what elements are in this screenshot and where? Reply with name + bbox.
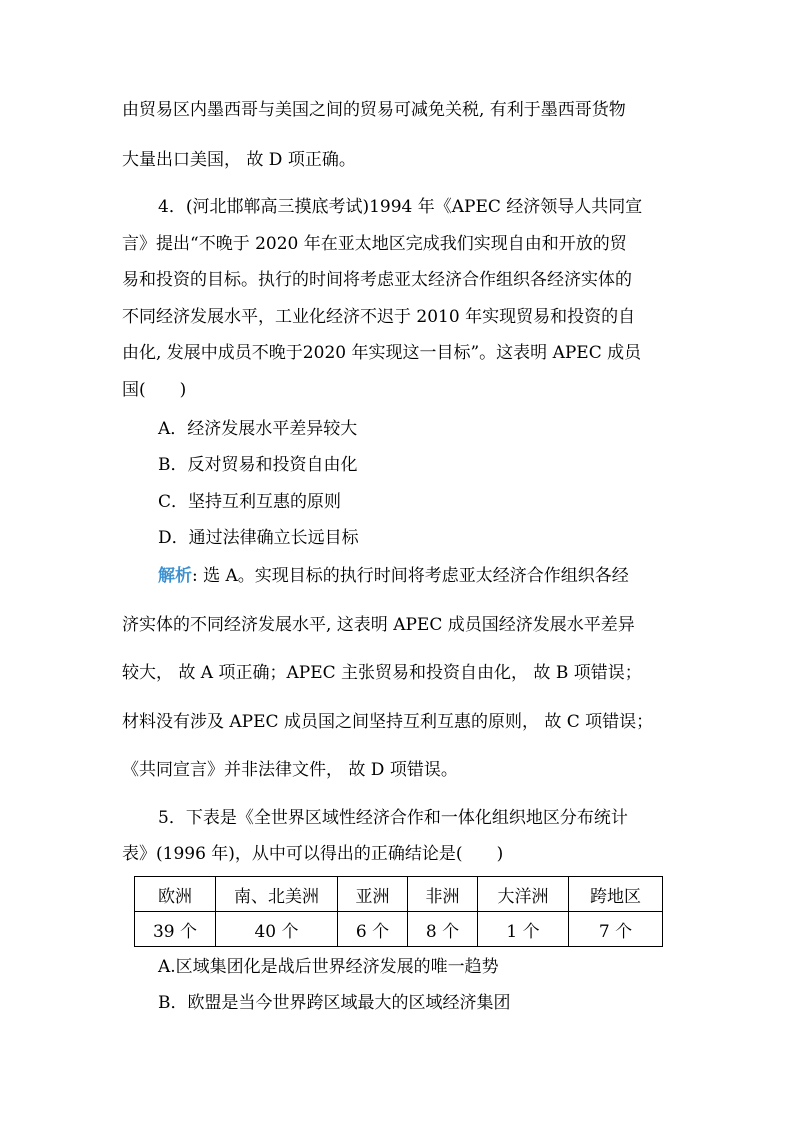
option-c: C．坚持互利互惠的原则: [158, 492, 342, 512]
analysis-text: : 选 A。实现目标的执行时间将考虑亚太经济合作组织各经: [192, 566, 629, 586]
option-a: A．经济发展水平差异较大: [158, 419, 358, 439]
table-header-cell: 非洲: [408, 877, 478, 912]
prev-answer-line: 由贸易区内墨西哥与美国之间的贸易可减免关税, 有利于墨西哥货物: [122, 100, 626, 120]
table-cell: 6 个: [338, 912, 408, 947]
prev-answer-line: 大量出口美国， 故 D 项正确。: [122, 150, 356, 170]
table-cell: 40 个: [216, 912, 338, 947]
question-4-stem: 国( ): [122, 380, 187, 400]
table-header-cell: 欧洲: [135, 877, 216, 912]
option-b: B．反对贸易和投资自由化: [158, 455, 358, 475]
question-4-stem: 不同经济发展水平，工业化经济不迟于 2010 年实现贸易和投资的自: [122, 307, 636, 327]
option-b: B．欧盟是当今世界跨区域最大的区域经济集团: [158, 993, 511, 1013]
table-header-cell: 亚洲: [338, 877, 408, 912]
table-cell: 7 个: [569, 912, 663, 947]
question-4-stem: 言》提出“不晚于 2020 年在亚太地区完成我们实现自由和开放的贸: [122, 234, 627, 254]
analysis-line: [158, 565, 718, 587]
question-5-stem: 5．下表是《全世界区域性经济合作和一体化组织地区分布统计: [158, 808, 628, 828]
table-header-row: [135, 877, 663, 912]
analysis-line: 较大， 故 A 项正确；APEC 主张贸易和投资自由化， 故 B 项错误；: [122, 663, 642, 683]
table-cell: 39 个: [135, 912, 216, 947]
table-cell: 1 个: [478, 912, 569, 947]
analysis-label: 解析: [158, 566, 192, 586]
analysis-line: 《共同宣言》并非法律文件， 故 D 项错误。: [122, 760, 458, 780]
analysis-line: 材料没有涉及 APEC 成员国之间坚持互利互惠的原则， 故 C 项错误；: [122, 712, 654, 732]
table-row: [135, 912, 663, 947]
table-cell: 8 个: [408, 912, 478, 947]
distribution-table: [134, 876, 663, 947]
question-4-stem: 易和投资的目标。执行的时间将考虑亚太经济合作组织各经济实体的: [122, 270, 632, 290]
question-4-stem: 由化, 发展中成员不晚于2020 年实现这一目标”。这表明 APEC 成员: [122, 343, 642, 363]
option-a: A.区域集团化是战后世界经济发展的唯一趋势: [158, 957, 499, 977]
analysis-line: 济实体的不同经济发展水平, 这表明 APEC 成员国经济发展水平差异: [122, 615, 635, 635]
question-5-stem: 表》(1996 年)，从中可以得出的正确结论是( ): [122, 844, 504, 864]
table-header-cell: 南、北美洲: [216, 877, 338, 912]
question-4-stem: 4．(河北邯郸高三摸底考试)1994 年《APEC 经济领导人共同宣: [158, 197, 643, 217]
option-d: D．通过法律确立长远目标: [158, 528, 359, 548]
table-header-cell: 跨地区: [569, 877, 663, 912]
table-header-cell: 大洋洲: [478, 877, 569, 912]
